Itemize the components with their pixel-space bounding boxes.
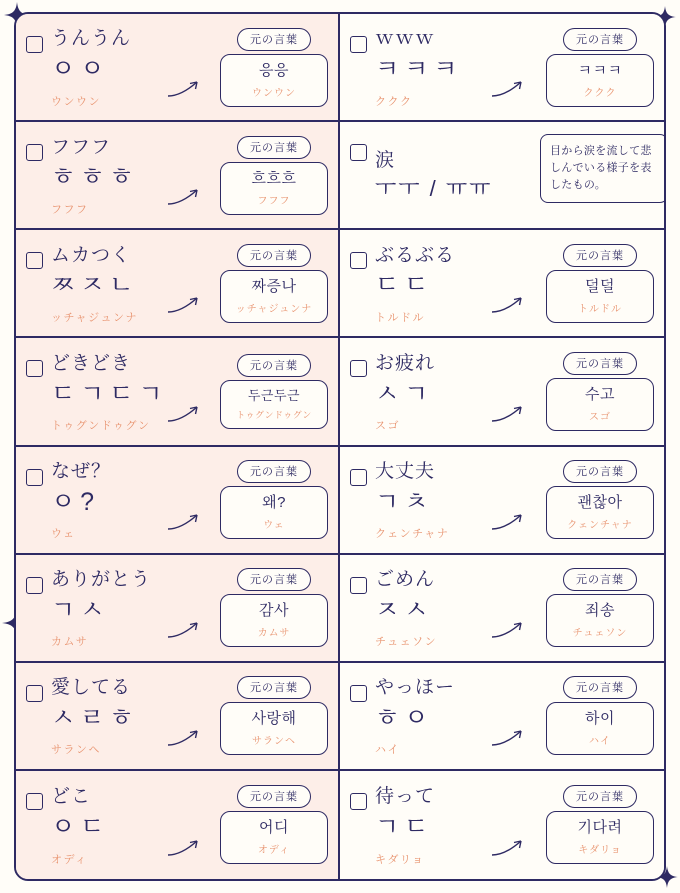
origin-katakana: スゴ: [589, 411, 611, 423]
entry-checkbox[interactable]: [26, 469, 43, 486]
korean-abbreviation: ㅈㅅ: [375, 595, 434, 624]
entry-checkbox[interactable]: [350, 252, 367, 269]
entry-checkbox[interactable]: [350, 685, 367, 702]
origin-korean: ㅋㅋㅋ: [577, 61, 623, 79]
japanese-meaning: なぜ？: [51, 460, 112, 482]
entry-main: [375, 674, 513, 757]
entry-main: [51, 566, 189, 649]
korean-abbreviation: ㅇㄷ: [51, 813, 110, 842]
origin-katakana: クェンチャナ: [567, 520, 633, 532]
origin-tag: 元の言葉: [237, 354, 311, 377]
origin-korean: 왜?: [262, 494, 286, 512]
origin-tag: 元の言葉: [563, 568, 637, 591]
japanese-meaning: ぶるぶる: [375, 244, 456, 266]
explanation-note: 目から涙を流して悲しんでいる様子を表したもの。: [540, 134, 664, 203]
entry-checkbox[interactable]: [350, 577, 367, 594]
entry-main: [51, 674, 189, 757]
korean-abbreviation: ㅉㅈㄴ: [51, 271, 139, 300]
origin-bubble: [220, 486, 328, 539]
origin-tag: 元の言葉: [563, 460, 637, 483]
entry-checkbox[interactable]: [350, 793, 367, 810]
origin-bubble: [546, 270, 654, 323]
katakana-reading: ハイ: [375, 744, 400, 757]
entry-cell: [340, 663, 664, 771]
origin-katakana: トルドル: [578, 303, 622, 315]
origin-bubble: [220, 270, 328, 323]
entry-cell: [16, 14, 340, 122]
japanese-meaning: どこ: [51, 786, 92, 808]
origin-korean: 사랑해: [251, 710, 297, 728]
origin-tag: 元の言葉: [237, 460, 311, 483]
origin-katakana: サランヘ: [252, 736, 296, 748]
korean-abbreviation: ㅎㅇ: [375, 703, 434, 732]
katakana-reading: ッチャジュンナ: [51, 311, 138, 324]
japanese-meaning: うんうん: [51, 28, 132, 50]
entry-checkbox[interactable]: [26, 144, 43, 161]
origin-tag: 元の言葉: [237, 568, 311, 591]
korean-abbreviation: ㅅㄱ: [375, 379, 434, 408]
entry-main: [375, 458, 513, 541]
origin-bubble: [220, 54, 328, 107]
katakana-reading: トゥグンドゥグン: [51, 420, 151, 433]
origin-tag: 元の言葉: [237, 136, 311, 159]
entry-cell: [16, 122, 340, 230]
origin-word-card: [544, 244, 656, 323]
korean-abbreviation: ㄷㄷ: [375, 271, 434, 300]
japanese-meaning: ありがとう: [51, 569, 152, 591]
entry-cell: [16, 663, 340, 771]
katakana-reading: フフフ: [51, 203, 89, 216]
origin-katakana: ウェ: [263, 520, 285, 532]
katakana-reading: ウンウン: [51, 95, 101, 108]
entry-checkbox[interactable]: [26, 793, 43, 810]
origin-korean: 기다려: [577, 819, 623, 837]
origin-tag: 元の言葉: [563, 244, 637, 267]
origin-tag: 元の言葉: [563, 676, 637, 699]
japanese-meaning: 待って: [375, 786, 436, 808]
origin-korean: 하이: [585, 710, 615, 728]
origin-word-card: [218, 568, 330, 647]
origin-word-card: [544, 352, 656, 431]
entry-main: [51, 350, 189, 433]
origin-korean: 두근두근: [247, 388, 301, 404]
entry-checkbox[interactable]: [350, 469, 367, 486]
origin-bubble: [546, 54, 654, 107]
origin-korean: 응응: [259, 61, 289, 79]
entry-main: [375, 25, 513, 108]
origin-bubble: [546, 378, 654, 431]
korean-abbreviation: ㄱㅅ: [51, 595, 110, 624]
origin-word-card: [218, 354, 330, 429]
entry-cell: [340, 555, 664, 663]
origin-bubble: [220, 811, 328, 864]
entry-checkbox[interactable]: [26, 577, 43, 594]
entry-checkbox[interactable]: [26, 252, 43, 269]
katakana-reading: トルドル: [375, 311, 425, 324]
katakana-reading: オディ: [51, 853, 88, 866]
entry-checkbox[interactable]: [26, 36, 43, 53]
entry-main: [375, 147, 513, 203]
entry-cell: [16, 338, 340, 446]
entry-checkbox[interactable]: [26, 360, 43, 377]
entry-main: [375, 350, 513, 433]
origin-katakana: ハイ: [589, 736, 611, 748]
entry-main: [51, 458, 189, 541]
origin-bubble: [546, 811, 654, 864]
korean-abbreviation: ㅋㅋㅋ: [375, 55, 463, 84]
korean-abbreviation: ㅅㄹㅎ: [51, 703, 139, 732]
origin-tag: 元の言葉: [237, 676, 311, 699]
katakana-reading: ウェ: [51, 528, 76, 541]
katakana-reading: サランヘ: [51, 744, 101, 757]
origin-word-card: [218, 460, 330, 539]
korean-abbreviation: ㅎㅎㅎ: [51, 163, 139, 192]
entry-main: [51, 134, 189, 217]
entry-cell: [340, 771, 664, 879]
origin-bubble: [546, 594, 654, 647]
entry-main: [375, 783, 513, 866]
origin-katakana: チュェソン: [572, 628, 628, 640]
origin-word-card: [544, 785, 656, 864]
japanese-meaning: 大丈夫: [375, 460, 436, 482]
origin-korean: 짜증나: [251, 277, 297, 295]
entry-checkbox[interactable]: [26, 685, 43, 702]
japanese-meaning: フフフ: [51, 136, 112, 158]
japanese-meaning: どきどき: [51, 352, 132, 374]
japanese-meaning: ｗｗｗ: [375, 28, 436, 50]
japanese-meaning: やっほー: [375, 677, 456, 699]
katakana-reading: カムサ: [51, 636, 89, 649]
origin-word-card: [544, 676, 656, 755]
entry-cell: [340, 338, 664, 446]
katakana-reading: チュェソン: [375, 636, 438, 649]
origin-tag: 元の言葉: [237, 785, 311, 808]
origin-katakana: トゥグンドゥグン: [236, 409, 312, 420]
origin-word-card: [218, 676, 330, 755]
origin-bubble: [220, 594, 328, 647]
entry-checkbox[interactable]: [350, 360, 367, 377]
entry-grid: [16, 14, 664, 879]
japanese-meaning: ごめん: [375, 569, 436, 591]
entry-cell: [16, 555, 340, 663]
entry-main: [375, 242, 513, 325]
entry-checkbox[interactable]: [350, 144, 367, 161]
katakana-reading: クェンチャナ: [375, 528, 450, 541]
korean-abbreviation: ㄷㄱㄷㄱ: [51, 379, 168, 408]
katakana-reading: キダリョ: [375, 853, 425, 866]
origin-bubble: [546, 702, 654, 755]
entry-main: [51, 783, 189, 866]
origin-tag: 元の言葉: [237, 28, 311, 51]
origin-tag: 元の言葉: [563, 28, 637, 51]
origin-word-card: [218, 136, 330, 215]
origin-bubble: [220, 380, 328, 429]
origin-katakana: ッチャジュンナ: [235, 303, 313, 315]
japanese-meaning: ムカつく: [51, 244, 132, 266]
origin-korean: 괜찮아: [577, 494, 623, 512]
origin-korean: 흐흐흐: [251, 169, 297, 187]
entry-cell: [16, 230, 340, 338]
japanese-meaning: お疲れ: [375, 352, 436, 374]
korean-abbreviation: ㅜㅜ / ㅠㅠ: [375, 175, 493, 201]
origin-bubble: [546, 486, 654, 539]
origin-tag: 元の言葉: [237, 244, 311, 267]
origin-katakana: キダリョ: [578, 845, 622, 857]
entry-main: [375, 566, 513, 649]
origin-korean: 수고: [585, 385, 615, 403]
korean-abbreviation: ㄱㅊ: [375, 487, 434, 516]
korean-abbreviation: ㅇㅇ: [51, 55, 110, 84]
entry-cell: [340, 14, 664, 122]
korean-abbreviation: ㅇ?: [51, 487, 100, 516]
origin-tag: 元の言葉: [563, 352, 637, 375]
japanese-meaning: 愛してる: [51, 677, 132, 699]
origin-katakana: フフフ: [257, 195, 291, 207]
origin-korean: 죄송: [585, 602, 615, 620]
origin-word-card: [544, 568, 656, 647]
entry-checkbox[interactable]: [350, 36, 367, 53]
origin-word-card: [544, 460, 656, 539]
origin-katakana: ククク: [583, 87, 617, 99]
origin-korean: 덜덜: [585, 277, 615, 295]
origin-tag: 元の言葉: [563, 785, 637, 808]
entry-cell: [340, 230, 664, 338]
origin-katakana: カムサ: [257, 628, 291, 640]
origin-word-card: [218, 28, 330, 107]
origin-katakana: オディ: [257, 845, 291, 857]
origin-word-card: [544, 28, 656, 107]
entry-main: [51, 242, 189, 325]
korean-abbreviation: ㄱㄷ: [375, 813, 434, 842]
origin-word-card: [218, 244, 330, 323]
origin-bubble: [220, 702, 328, 755]
entry-main: [51, 25, 189, 108]
entry-cell: [16, 771, 340, 879]
origin-word-card: [218, 785, 330, 864]
katakana-reading: スゴ: [375, 420, 400, 433]
japanese-meaning: 涙: [375, 150, 396, 172]
entry-cell: [16, 447, 340, 555]
origin-bubble: [220, 162, 328, 215]
katakana-reading: ククク: [375, 95, 413, 108]
entry-cell: [340, 447, 664, 555]
origin-korean: 어디: [259, 819, 289, 837]
entry-cell: [340, 122, 664, 230]
table-frame: [14, 12, 666, 881]
origin-korean: 감사: [259, 602, 289, 620]
origin-katakana: ウンウン: [252, 87, 296, 99]
